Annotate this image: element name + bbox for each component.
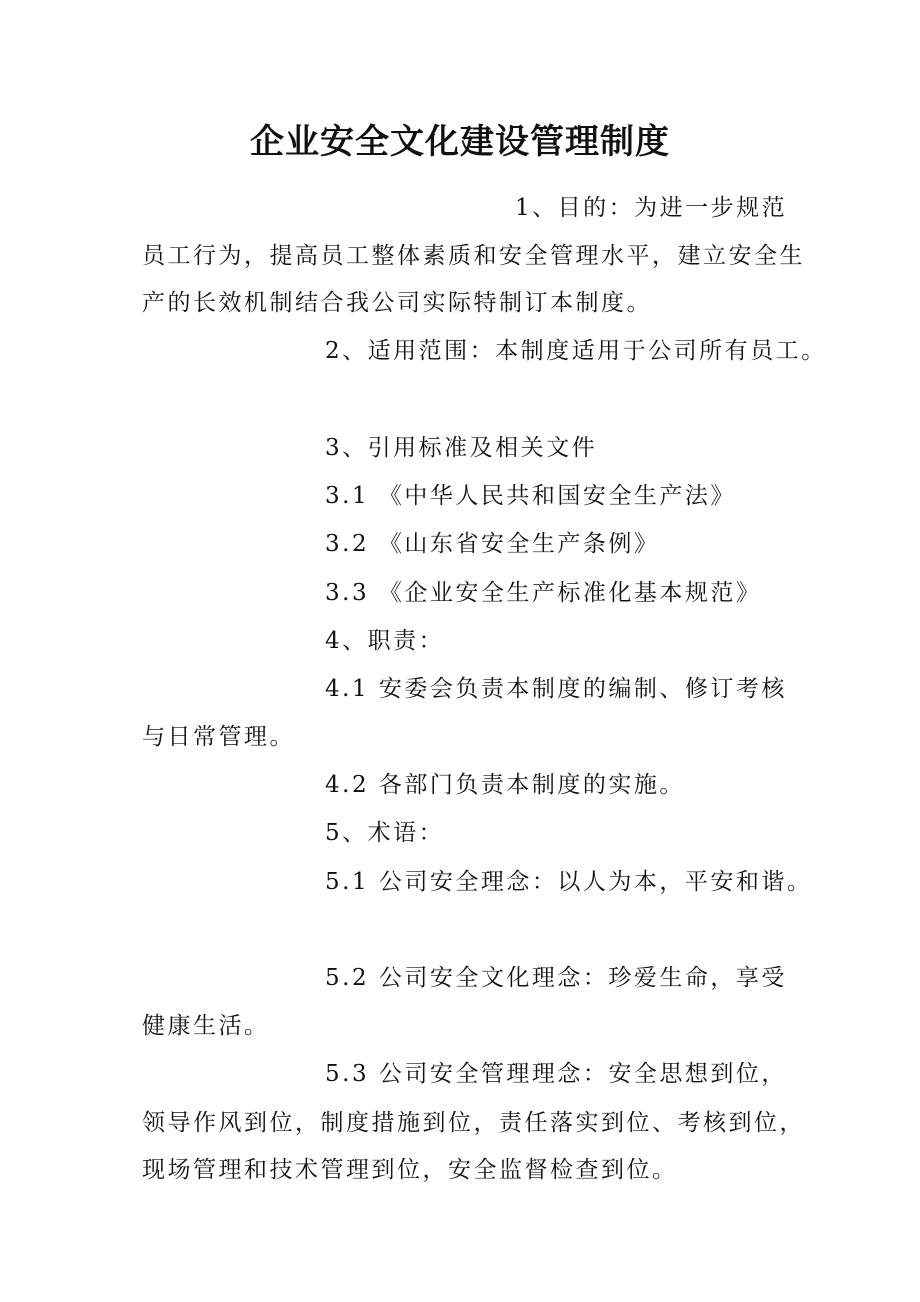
heading-terms: 5、术语： — [325, 820, 445, 846]
term-item-line-2: 健康生活。 — [142, 1013, 270, 1039]
reference-item: 3.3 《企业安全生产标准化基本规范》 — [325, 580, 762, 606]
term-item-line-1: 5.3 公司安全管理理念：安全思想到位， — [325, 1061, 787, 1087]
paragraph-scope: 2、适用范围：本制度适用于公司所有员工。 — [325, 338, 827, 364]
responsibility-item: 4.2 各部门负责本制度的实施。 — [325, 772, 685, 798]
reference-item: 3.1 《中华人民共和国安全生产法》 — [325, 483, 736, 509]
term-item: 5.1 公司安全理念：以人为本，平安和谐。 — [325, 869, 813, 895]
term-item-line-1: 5.2 公司安全文化理念：珍爱生命，享受 — [325, 965, 787, 991]
heading-references: 3、引用标准及相关文件 — [325, 435, 598, 461]
paragraph-purpose-line-3: 产的长效机制结合我公司实际特制订本制度。 — [142, 290, 652, 316]
paragraph-purpose-line-2: 员工行为，提高员工整体素质和安全管理水平，建立安全生 — [142, 243, 805, 269]
responsibility-item-line-1: 4.1 安委会负责本制度的编制、修订考核 — [325, 676, 787, 702]
document-title: 企业安全文化建设管理制度 — [250, 122, 670, 162]
heading-responsibilities: 4、职责： — [325, 628, 445, 654]
term-item-line-3: 现场管理和技术管理到位，安全监督检查到位。 — [142, 1157, 678, 1183]
responsibility-item-line-2: 与日常管理。 — [142, 724, 295, 750]
term-item-line-2: 领导作风到位，制度措施到位，责任落实到位、考核到位， — [142, 1110, 805, 1136]
paragraph-purpose-line-1: 1、目的：为进一步规范 — [515, 195, 788, 221]
reference-item: 3.2 《山东省安全生产条例》 — [325, 531, 660, 557]
